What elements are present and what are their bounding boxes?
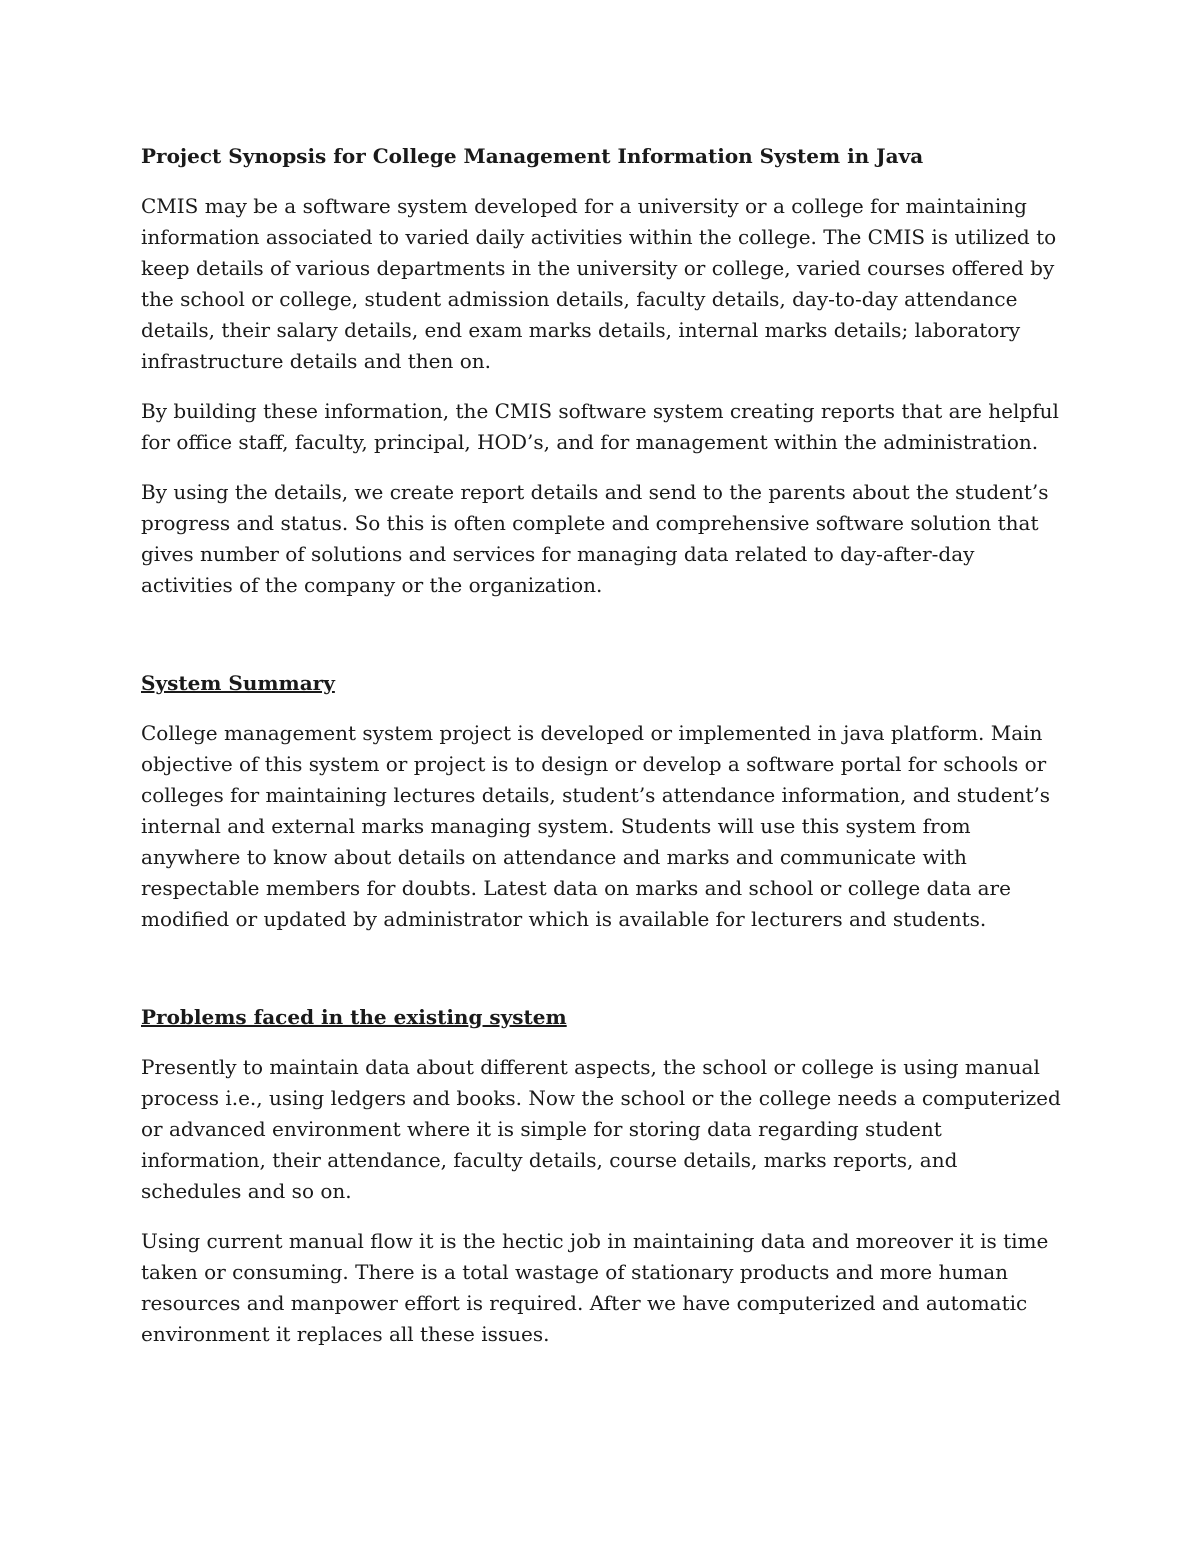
section-spacer [141,954,1061,1002]
document-title: Project Synopsis for College Management Information System in Java [141,144,924,168]
intro-paragraph-3: By using the details, we create report details and send to the parents about the student’s progress and status. So this is often complete and comprehensive software solution that gives number of solutions and services for managing data related to day-after-day activities of the company or the organization. [141,480,1049,597]
intro-paragraph-2: By building these information, the CMIS software system creating reports that are helpful for office staff, faculty, principal, HOD’s, and for management within the administration. [141,399,1059,454]
problems-paragraph-1: Presently to maintain data about different aspects, the school or college is using manual process i.e., using ledgers and books. Now the school or the college needs a computerized or advanced environment where it is simple for storing data regarding student information, their attendance, faculty details, course details, marks reports, and schedules and so on. [141,1055,1061,1203]
intro-paragraph-1: CMIS may be a software system developed for a university or a college for maintaining information associated to varied daily activities within the college. The CMIS is utilized to keep details of various departments in the university or college, varied courses offered by the school or college, student admission details, faculty details, day-to-day attendance details, their salary details, end exam marks details, internal marks details; laboratory infrastructure details and then on. [141,194,1057,373]
problems-heading: Problems faced in the existing system [141,1005,567,1029]
section-spacer [141,620,1061,668]
system-summary-paragraph: College management system project is developed or implemented in java platform. Main objective of this system or project is to design or develop a software portal for schools or colleges for maintaining lectures details, student’s attendance information, and student’s internal and external marks managing system. Students will use this system from anywhere to know about details on attendance and marks and communicate with respectable members for doubts. Latest data on marks and school or college data are modified or updated by administrator which is available for lecturers and students. [141,721,1051,931]
document-page [141,141,1061,1369]
problems-paragraph-2: Using current manual flow it is the hectic job in maintaining data and moreover it is time taken or consuming. There is a total wastage of stationary products and more human resources and manpower effort is required. After we have computerized and automatic environment it replaces all these issues. [141,1229,1049,1346]
system-summary-heading: System Summary [141,671,335,695]
